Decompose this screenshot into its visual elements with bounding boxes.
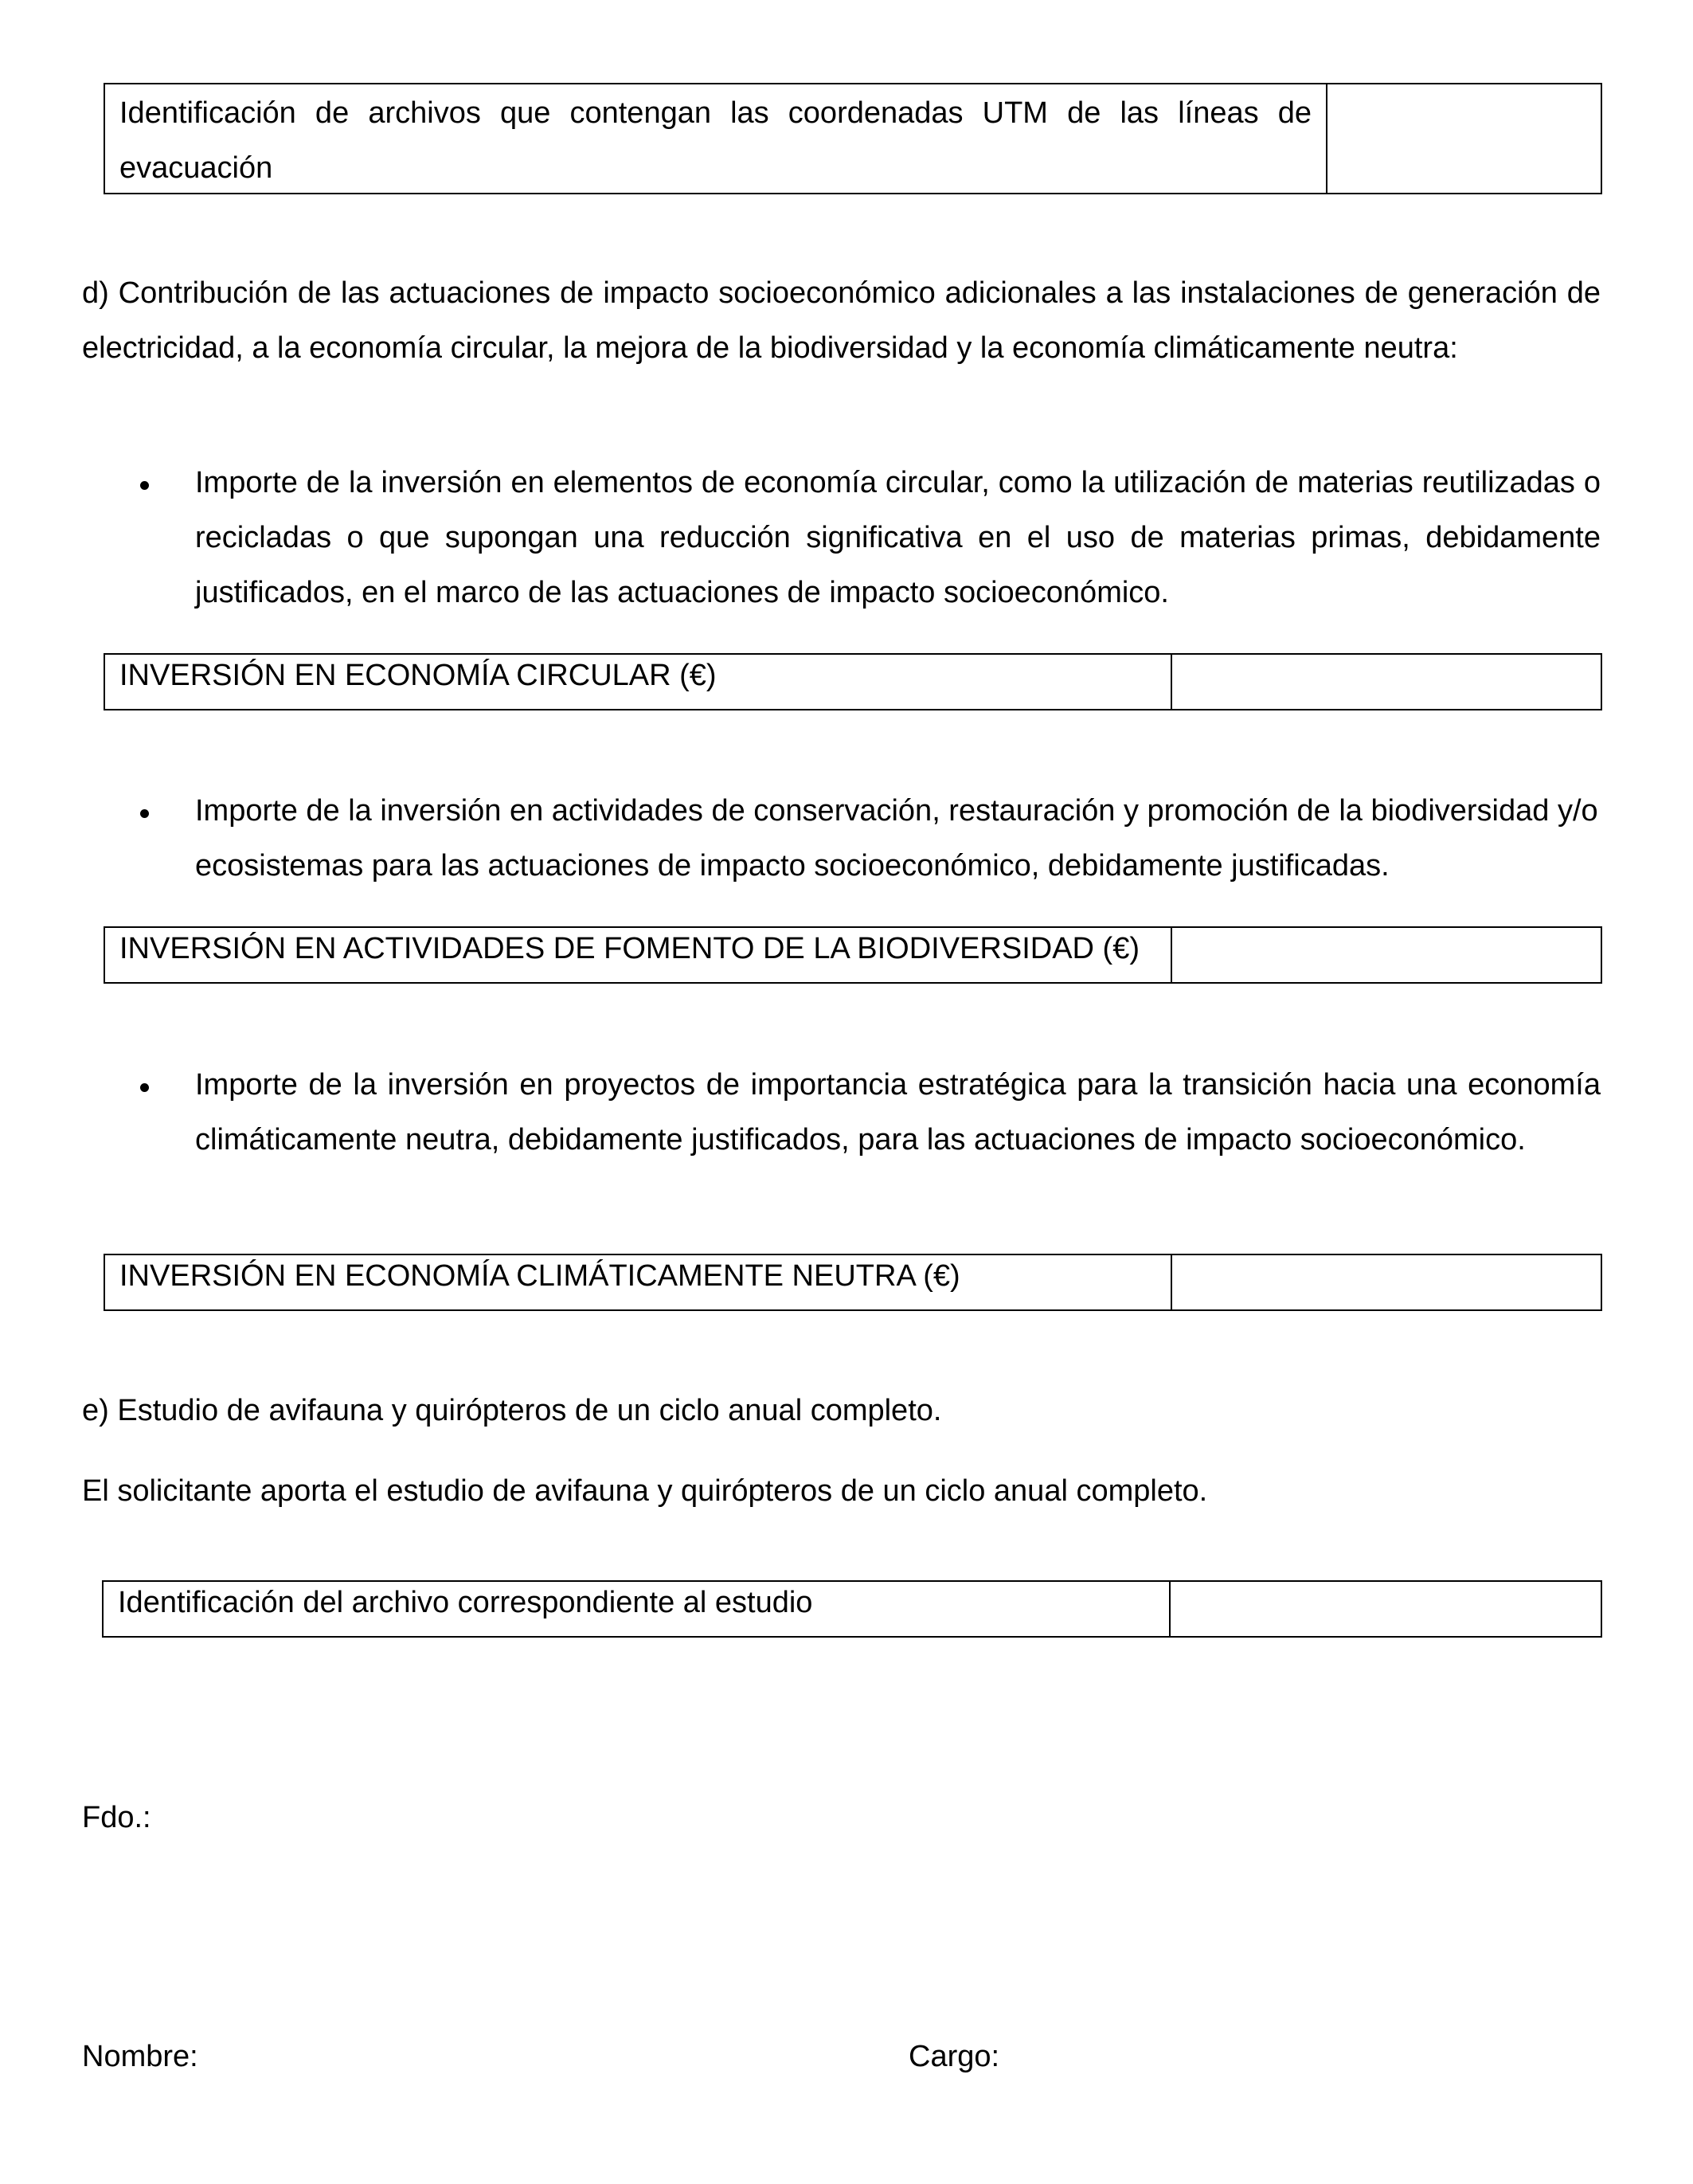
section-e-heading: e) Estudio de avifauna y quirópteros de un ciclo anual completo. [82, 1394, 942, 1427]
section-d-heading: d) Contribución de las actuaciones de impacto socioeconómico adicionales a las instalaciones de generación de electricidad, a la economía circular, la mejora de la biodiversidad y la economía climáticamente neutra: [82, 276, 1601, 365]
utm-files-label: Identificación de archivos que contengan las coordenadas UTM de las líneas de evacuación [105, 84, 1327, 193]
study-file-label: Identificación del archivo correspondiente al estudio [104, 1582, 1171, 1636]
utm-files-table [104, 83, 1602, 194]
bullet-icon [140, 809, 149, 818]
study-file-value-cell[interactable] [1171, 1582, 1601, 1636]
neutral-economy-table [104, 1254, 1602, 1311]
section-e-text: El solicitante aporta el estudio de avifauna y quirópteros de un ciclo anual completo. [82, 1474, 1208, 1508]
neutral-economy-label: INVERSIÓN EN ECONOMÍA CLIMÁTICAMENTE NEUTRA (€) [105, 1255, 1172, 1309]
signature-name-label: Nombre: [82, 2040, 198, 2073]
circular-economy-item-text: Importe de la inversión en elementos de economía circular, como la utilización de materias reutilizadas o recicladas o que supongan una reducción significativa en el uso de materias primas, debidamente justificados, en el marco de las actuaciones de impacto socioeconómico. [195, 466, 1601, 609]
circular-economy-value-cell[interactable] [1172, 655, 1601, 709]
biodiversity-value-cell[interactable] [1172, 928, 1601, 982]
biodiversity-label: INVERSIÓN EN ACTIVIDADES DE FOMENTO DE LA BIODIVERSIDAD (€) [105, 928, 1172, 982]
neutral-economy-item-text: Importe de la inversión en proyectos de importancia estratégica para la transición hacia una economía climáticamente neutra, debidamente justificados, para las actuaciones de impacto socioeconómico. [195, 1068, 1601, 1157]
signature-position-label: Cargo: [909, 2040, 1000, 2073]
signature-fdo-label: Fdo.: [82, 1801, 151, 1834]
neutral-economy-value-cell[interactable] [1172, 1255, 1601, 1309]
biodiversity-table [104, 926, 1602, 984]
study-file-table [102, 1580, 1602, 1638]
circular-economy-table [104, 653, 1602, 710]
bullet-icon [140, 1083, 149, 1092]
utm-files-value-cell[interactable] [1327, 84, 1601, 193]
bullet-icon [140, 481, 149, 490]
circular-economy-label: INVERSIÓN EN ECONOMÍA CIRCULAR (€) [105, 655, 1172, 709]
biodiversity-item-text: Importe de la inversión en actividades de conservación, restauración y promoción de la biodiversidad y/o ecosistemas para las actuaciones de impacto socioeconómico, debidamente justificadas. [195, 794, 1598, 883]
